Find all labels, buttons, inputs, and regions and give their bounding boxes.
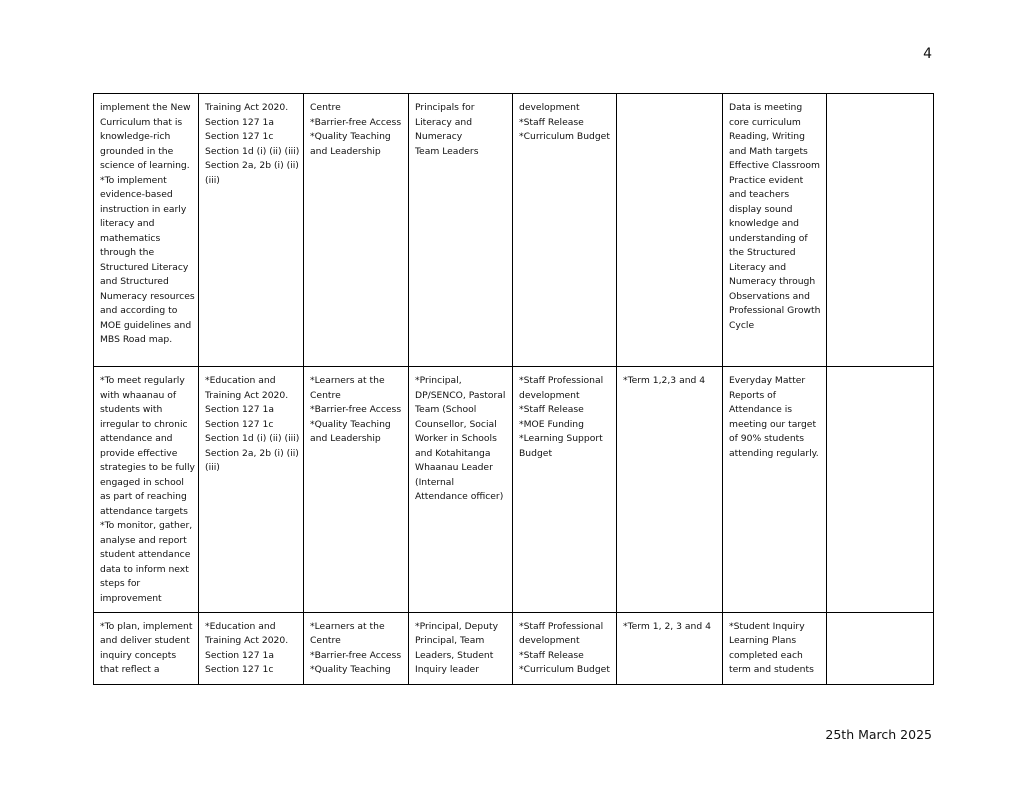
cell-text-line: attending regularly. bbox=[729, 447, 819, 459]
cell-text-line: development bbox=[519, 102, 580, 113]
cell-text-line: Counsellor, Social bbox=[415, 418, 497, 430]
cell-text-line: Practice evident bbox=[729, 174, 804, 186]
cell-text-line: of 90% students bbox=[729, 433, 805, 445]
cell-text-line: students with bbox=[100, 404, 163, 416]
cell-text-line: Reports of bbox=[729, 389, 777, 401]
cell-text-line: and deliver student bbox=[100, 635, 190, 647]
table-cell bbox=[94, 94, 199, 367]
table-cell bbox=[617, 612, 723, 684]
cell-text-line: completed each bbox=[729, 649, 803, 661]
cell-text-line: student attendance bbox=[100, 549, 191, 561]
cell-text-line: Section 2a, 2b (i) (ii) bbox=[205, 447, 299, 459]
cell-text-line: *Term 1,2,3 and 4 bbox=[623, 375, 706, 387]
cell-text-line: Learning Plans bbox=[729, 635, 797, 647]
cell-text-line: Section 127 1c bbox=[205, 664, 274, 676]
cell-text-line: (iii) bbox=[205, 462, 220, 474]
cell-text-line: *Term 1, 2, 3 and 4 bbox=[623, 620, 711, 632]
cell-text-line: core curriculum bbox=[729, 116, 801, 128]
table-cell bbox=[513, 612, 617, 684]
cell-text-line: *Barrier-free Access bbox=[310, 649, 402, 661]
cell-text-line: understanding of bbox=[729, 232, 808, 244]
cell-text-line: *Quality Teaching bbox=[310, 664, 391, 676]
table-cell bbox=[513, 367, 617, 612]
cell-text-line: Structured Literacy bbox=[100, 261, 189, 273]
cell-text-line: Effective Classroom bbox=[729, 160, 820, 171]
cell-text-line: and Math targets bbox=[729, 145, 808, 157]
cell-text-line: and Leadership bbox=[310, 145, 381, 157]
cell-text-line: and Leadership bbox=[310, 433, 381, 445]
table-cell bbox=[827, 94, 934, 367]
cell-text-line: inquiry concepts bbox=[100, 649, 177, 661]
footer-date: 25th March 2025 bbox=[825, 727, 932, 742]
cell-text-line: irregular to chronic bbox=[100, 418, 188, 430]
cell-text-line: Section 127 1c bbox=[205, 418, 274, 430]
cell-text-line: DP/SENCO, Pastoral bbox=[415, 389, 506, 401]
cell-text-line: Reading, Writing bbox=[729, 131, 805, 142]
cell-text-line: Professional Growth bbox=[729, 305, 821, 316]
cell-text-line: Worker in Schools bbox=[415, 433, 497, 445]
cell-text-line: with whaanau of bbox=[100, 389, 177, 401]
page-number: 4 bbox=[923, 46, 932, 62]
cell-text-line: Numeracy resources bbox=[100, 290, 195, 302]
cell-text-line: engaged in school bbox=[100, 476, 184, 488]
cell-text-line: Everyday Matter bbox=[729, 375, 806, 387]
cell-text-line: Cycle bbox=[729, 319, 755, 331]
cell-text-line: grounded in the bbox=[100, 145, 174, 157]
cell-text-line: *Principal, Deputy bbox=[415, 620, 499, 632]
cell-text-line: Attendance officer) bbox=[415, 491, 504, 503]
table-row bbox=[94, 612, 934, 684]
cell-text-line: *Student Inquiry bbox=[729, 620, 805, 632]
cell-text-line: Literacy and bbox=[729, 261, 787, 273]
cell-text-line: Attendance is bbox=[729, 404, 793, 416]
cell-text-line: *Staff Professional bbox=[519, 620, 604, 632]
cell-text-line: Centre bbox=[310, 389, 341, 401]
cell-text-line: term and students bbox=[729, 664, 814, 676]
table-cell bbox=[409, 94, 513, 367]
cell-text-line: Section 127 1c bbox=[205, 131, 274, 142]
cell-text-line: that reflect a bbox=[100, 664, 160, 676]
cell-text-line: *Principal, bbox=[415, 375, 462, 387]
cell-text-line: MOE guidelines and bbox=[100, 319, 192, 331]
cell-text-line: Numeracy through bbox=[729, 276, 816, 287]
cell-text-line: analyse and report bbox=[100, 534, 187, 546]
cell-text-line: and Structured bbox=[100, 276, 169, 287]
cell-text-line: meeting our target bbox=[729, 418, 817, 430]
cell-text-line: attendance and bbox=[100, 433, 173, 445]
cell-text-line: *Staff Release bbox=[519, 649, 584, 661]
table-cell bbox=[304, 367, 409, 612]
table-cell bbox=[199, 367, 304, 612]
cell-text-line: attendance targets bbox=[100, 505, 188, 517]
table-row bbox=[94, 94, 934, 367]
cell-text-line: Centre bbox=[310, 635, 341, 647]
cell-text-line: *Curriculum Budget bbox=[519, 664, 610, 676]
table-cell bbox=[723, 94, 827, 367]
table-cell bbox=[409, 612, 513, 684]
cell-text-line: *Quality Teaching bbox=[310, 131, 391, 142]
cell-text-line: Literacy and bbox=[415, 116, 473, 128]
cell-text-line: Section 2a, 2b (i) (ii) bbox=[205, 160, 299, 171]
cell-text-line: the Structured bbox=[729, 247, 796, 258]
table-cell bbox=[94, 367, 199, 612]
cell-text-line: *MOE Funding bbox=[519, 418, 584, 430]
cell-text-line: *Staff Release bbox=[519, 404, 584, 416]
table-cell bbox=[723, 367, 827, 612]
cell-text-line: Training Act 2020. bbox=[205, 635, 289, 647]
cell-text-line: Curriculum that is bbox=[100, 116, 183, 128]
cell-text-line: Principal, Team bbox=[415, 635, 485, 647]
cell-text-line: Training Act 2020. bbox=[205, 389, 289, 401]
cell-text-line: display sound bbox=[729, 203, 793, 215]
cell-text-line: Budget bbox=[519, 447, 553, 459]
cell-text-line: evidence-based bbox=[100, 189, 173, 200]
cell-text-line: implement the New bbox=[100, 102, 191, 113]
cell-text-line: instruction in early bbox=[100, 203, 187, 215]
cell-text-line: Leaders, Student bbox=[415, 649, 494, 661]
cell-text-line: *To implement bbox=[100, 174, 167, 186]
table-cell bbox=[617, 94, 723, 367]
cell-text-line: through the bbox=[100, 247, 155, 258]
cell-text-line: steps for bbox=[100, 578, 141, 590]
cell-text-line: Numeracy bbox=[415, 131, 463, 142]
cell-text-line: Section 127 1a bbox=[205, 116, 274, 128]
cell-text-line: Team (School bbox=[415, 404, 477, 416]
cell-text-line: Principals for bbox=[415, 102, 475, 113]
cell-text-line: knowledge and bbox=[729, 218, 800, 229]
cell-text-line: *To plan, implement bbox=[100, 620, 193, 632]
cell-text-line: and teachers bbox=[729, 189, 790, 200]
cell-text-line: (iii) bbox=[205, 174, 220, 186]
table-cell bbox=[513, 94, 617, 367]
table-cell bbox=[723, 612, 827, 684]
cell-text-line: Whaanau Leader bbox=[415, 462, 493, 474]
cell-text-line: strategies to be fully bbox=[100, 462, 195, 474]
cell-text-line: improvement bbox=[100, 592, 162, 604]
cell-text-line: development bbox=[519, 389, 580, 401]
cell-text-line: (Internal bbox=[415, 476, 454, 488]
cell-text-line: Section 127 1a bbox=[205, 404, 274, 416]
cell-text-line: *Learners at the bbox=[310, 620, 385, 632]
cell-text-line: and according to bbox=[100, 305, 178, 316]
table-cell bbox=[409, 367, 513, 612]
cell-text-line: *Quality Teaching bbox=[310, 418, 391, 430]
table-cell bbox=[199, 94, 304, 367]
cell-text-line: science of learning. bbox=[100, 160, 190, 171]
table-cell bbox=[617, 367, 723, 612]
cell-text-line: *Education and bbox=[205, 375, 276, 387]
cell-text-line: provide effective bbox=[100, 447, 178, 459]
plan-table bbox=[93, 93, 934, 685]
cell-text-line: *Staff Release bbox=[519, 116, 584, 128]
cell-text-line: data to inform next bbox=[100, 563, 189, 575]
table-cell bbox=[827, 367, 934, 612]
cell-text-line: *Curriculum Budget bbox=[519, 131, 610, 142]
cell-text-line: *Barrier-free Access bbox=[310, 404, 402, 416]
table-cell bbox=[199, 612, 304, 684]
cell-text-line: *Staff Professional bbox=[519, 375, 604, 387]
cell-text-line: *To meet regularly bbox=[100, 375, 185, 387]
table-cell bbox=[827, 612, 934, 684]
cell-text-line: *Barrier-free Access bbox=[310, 116, 402, 128]
cell-text-line: Training Act 2020. bbox=[205, 102, 289, 113]
table-cell bbox=[304, 612, 409, 684]
cell-text-line: Data is meeting bbox=[729, 102, 803, 113]
cell-text-line: MBS Road map. bbox=[100, 334, 173, 345]
cell-text-line: Inquiry leader bbox=[415, 664, 479, 676]
table-cell bbox=[304, 94, 409, 367]
cell-text-line: *Education and bbox=[205, 620, 276, 632]
cell-text-line: Section 1d (i) (ii) (iii) bbox=[205, 145, 300, 157]
cell-text-line: *Learners at the bbox=[310, 375, 385, 387]
cell-text-line: *Learning Support bbox=[519, 433, 603, 445]
table-row bbox=[94, 367, 934, 612]
cell-text-line: Observations and bbox=[729, 290, 810, 302]
cell-text-line: and Kotahitanga bbox=[415, 447, 491, 459]
cell-text-line: Section 1d (i) (ii) (iii) bbox=[205, 433, 300, 445]
cell-text-line: development bbox=[519, 635, 580, 647]
cell-text-line: mathematics bbox=[100, 232, 161, 244]
cell-text-line: knowledge-rich bbox=[100, 131, 171, 142]
cell-text-line: as part of reaching bbox=[100, 491, 187, 503]
cell-text-line: Centre bbox=[310, 102, 341, 113]
cell-text-line: literacy and bbox=[100, 218, 155, 229]
table-cell bbox=[94, 612, 199, 684]
cell-text-line: Team Leaders bbox=[415, 145, 479, 157]
table-body bbox=[94, 94, 934, 685]
cell-text-line: Section 127 1a bbox=[205, 649, 274, 661]
cell-text-line: *To monitor, gather, bbox=[100, 520, 193, 532]
